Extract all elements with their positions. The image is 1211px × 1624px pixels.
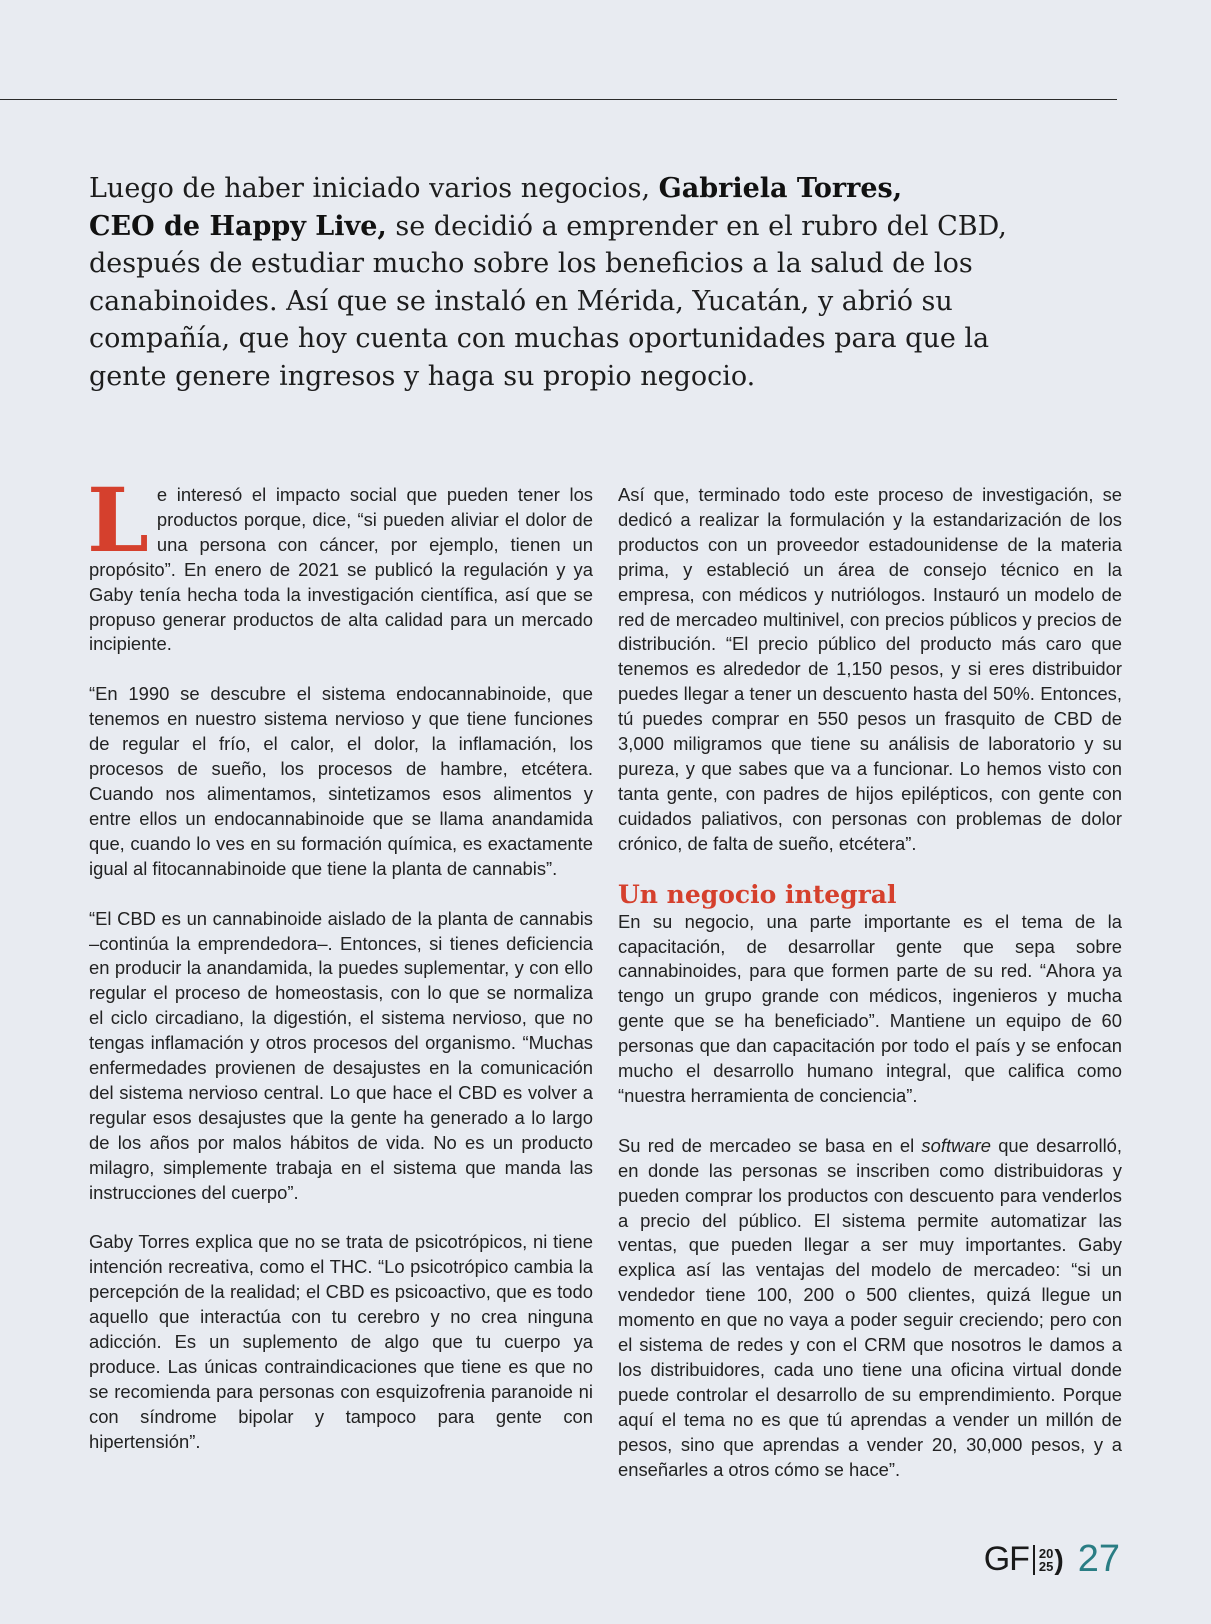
logo-letters: GF [983,1540,1029,1578]
left-paragraph-3: “El CBD es un cannabinoide aislado de la planta de cannabis –continúa la emprendedora–. Entonces, si tienes deficiencia en producir la anandamida, la puedes suplementar, y con ello regular el proceso de homeostasis, con lo que se normaliza el ciclo circadiano, la digestión, el sistema nervioso, que no tengas inflamación y otros procesos del organismo. “Muchas enfermedades provienen de desajustes en la comunicación del sistema nervioso central. Lo que hace el CBD es volver a regular esos desajustes que la gente ha generado a lo largo de los años por malos hábitos de vida. No es un producto milagro, simplemente trabaja en el sistema que manda las instrucciones del cuerpo”. [89,907,593,1203]
top-divider [0,99,1117,100]
drop-cap: L [87,468,149,572]
left-column [87,468,593,1480]
intro-paragraph [89,170,1049,395]
logo-separator [1033,1545,1035,1575]
right-paragraph-2: En su negocio, una parte importante es el tema de la capacitación, de desarrollar gente que sepa sobre cannabinoides, para que formen parte de su red. “Ahora ya tengo un grupo grande con médicos, ingenieros y mucha gente que se ha beneficiado”. Mantiene un equipo de 60 personas que dan capacitación por todo el país y se enfocan mucho el desarrollo humano integral, que califica como “nuestra herramienta de conciencia”. [618,910,1122,1106]
right-paragraph-1: Así que, terminado todo este proceso de investigación, se dedicó a realizar la formulación y la estandarización de los productos con un proveedor estadounidense de la materia prima, y estableció un área de consejo técnico en la empresa, con médicos y nutriólogos. Instauró un modelo de red de mercadeo multinivel, con precios públicos y precios de distribución. “El precio público del producto más caro que tenemos es alrededor de 1,150 pesos, y si eres distribuidor puedes llegar a tener un descuento hasta del 50%. Entonces, tú puedes comprar en 550 pesos un frasquito de CBD de 3,000 miligramos que tiene su análisis de laboratorio y su pureza, y que sabes que va a funcionar. Lo hemos visto con tanta gente, con padres de hijos epilépticos, con gente con cuidados paliativos, con personas con problemas de dolor crónico, de falta de sueño, etcétera”. [618,484,1122,854]
gf-logo [984,1540,1064,1579]
intro-title-bold: CEO de Happy Live, [89,210,387,242]
intro-name-bold: Gabriela Torres, [658,173,903,204]
logo-bracket: ) [1054,1543,1064,1575]
left-paragraph-1-text: e interesó el impacto social que pueden tener los productos porque, dice, “si pueden aliviar el dolor de una persona con cáncer, por ejemplo, tienen un propósito”. En enero de 2021 se publicó la regulación y ya Gaby tenía hecha toda la investigación científica, así que se propuso generar productos de alta calidad para un mercado incipiente. [89,484,593,655]
intro-text-end: se decidió a emprender en el rubro del CBD, después de estudiar mucho sobre los beneficios a la salud de los canabinoides. Así que se instaló en Mérida, Yucatán, y abrió su compañía, que hoy cuenta con muchas oportunidades para que la gente genere ingresos y haga su propio negocio. [89,210,1007,392]
right-paragraph-3 [618,1134,1122,1483]
logo-year [1039,1547,1053,1573]
left-paragraph-1 [87,468,593,657]
right-column [618,483,1122,1508]
logo-year-bottom: 25 [1038,1558,1054,1574]
right-paragraph-3-end: que desarrolló, en donde las personas se inscriben como distribuidoras y pueden comprar los productos con descuento para venderlos a precio del público. El sistema permite automatizar las ventas, que pueden llegar a ser muy importantes. Gaby explica así las ventajas del modelo de mercadeo: “si un vendedor tiene 100, 200 o 500 clientes, quizá llegue un momento en que no vaya a poder seguir creciendo; pero con el sistema de redes y con el CRM que nosotros le damos a los distribuidores, cada uno tiene una oficina virtual donde puede controlar el desarrollo de su emprendimiento. Porque aquí el tema no es que tú aprendas a vender un millón de pesos, sino que aprendas a vender 20, 30,000 pesos, y a enseñarles a otros cómo se hace”. [618,1134,1122,1480]
left-paragraph-2: “En 1990 se descubre el sistema endocannabinoide, que tenemos en nuestro sistema nervioso y que tiene funciones de regular el frío, el calor, el dolor, la inflamación, los procesos de sueño, los procesos de hambre, etcétera. Cuando nos alimentamos, sintetizamos esos alimentos y entre ellos un endocannabinoide que se llama anandamida que, cuando lo ves en su formación química, es exactamente igual al fitocannabinoide que tiene la planta de cannabis”. [89,683,593,879]
software-italic: software [921,1134,991,1156]
page-footer [984,1538,1120,1581]
section-subheading: Un negocio integral [618,879,897,909]
left-paragraph-4: Gaby Torres explica que no se trata de psicotrópicos, ni tiene intención recreativa, como el THC. “Lo psicotrópico cambia la percepción de la realidad; el CBD es psicoactivo, que es todo aquello que interactúa con tu cerebro y no crea ninguna adicción. Es un suplemento de algo que tu cuerpo ya produce. Las únicas contraindicaciones que tiene es que no se recomienda para personas con esquizofrenia paranoide ni con síndrome bipolar y tampoco para gente con hipertensión”. [89,1231,593,1452]
logo-year-top: 20 [1038,1545,1054,1561]
right-paragraph-3-start: Su red de mercadeo se basa en el [618,1134,922,1156]
intro-text-start: Luego de haber iniciado varios negocios, [89,173,659,204]
page-number: 27 [1077,1538,1120,1580]
